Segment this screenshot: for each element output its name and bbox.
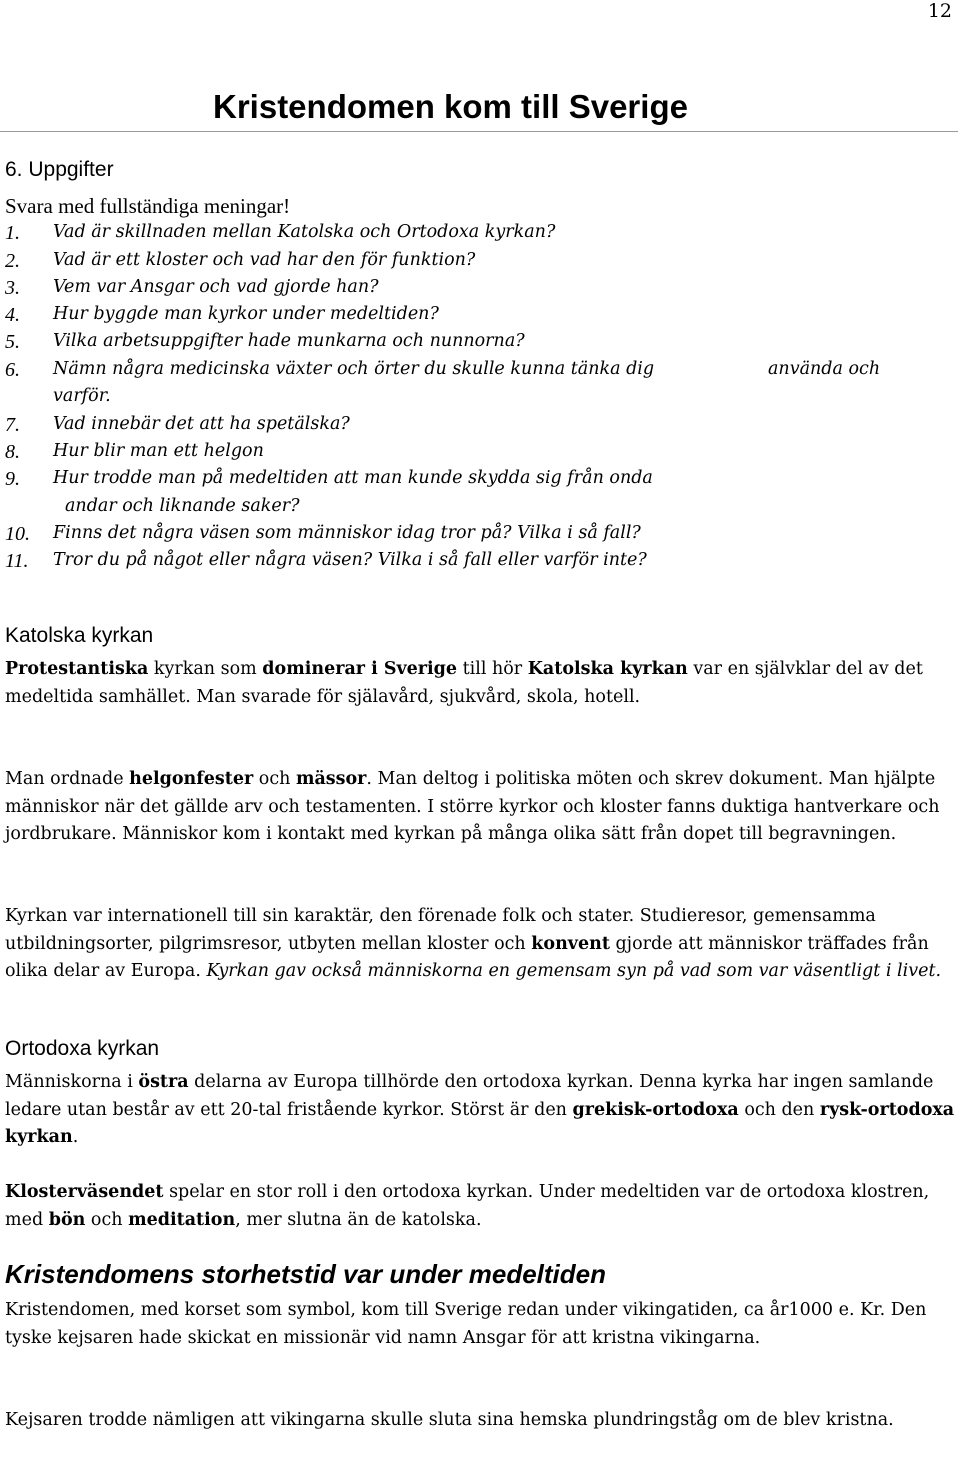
page-title: Kristendomen kom till Sverige <box>213 88 688 125</box>
question-text: Vad innebär det att ha spetälska? <box>53 414 350 434</box>
page-number: 12 <box>927 0 952 22</box>
question-number: 6. <box>5 359 20 381</box>
question-text: Vad är skillnaden mellan Katolska och Ortodoxa kyrkan? <box>53 222 556 242</box>
question-text: Tror du på något eller några väsen? Vilka i så fall eller varför inte? <box>53 550 647 570</box>
section-heading-storhetstid: Kristendomens storhetstid var under medeltiden <box>5 1259 607 1289</box>
bold-term: grekisk-ortodoxa <box>572 1099 739 1120</box>
question-text: Hur blir man ett helgon <box>53 441 264 461</box>
tasks-heading: 6. Uppgifter <box>5 158 114 181</box>
bold-term: dominerar i Sverige <box>262 659 458 679</box>
question-number: 3. <box>5 277 20 299</box>
paragraph: Kristendomen, med korset som symbol, kom till Sverige redan under vikingatiden, ca år1000 e. Kr. Den tyske kejsaren hade skickat en missionär vid namn Ansgar för att kristna vikingarna. <box>5 1300 927 1348</box>
bold-term: Protestantiska <box>5 659 149 679</box>
bold-term: östra <box>138 1072 189 1092</box>
bold-term: konvent <box>531 933 610 954</box>
paragraph: Kejsaren trodde nämligen att vikingarna skulle sluta sina hemska plundringståg om de blev kristna. <box>5 1410 894 1430</box>
bold-term: Katolska kyrkan <box>527 659 688 679</box>
question-text: Hur trodde man på medeltiden att man kunde skydda sig från onda <box>53 468 653 488</box>
question-text-continued: använda och <box>768 359 881 379</box>
paragraph: Kyrkan var internationell till sin karaktär, den förenade folk och stater. Studieresor, gemensamma utbildningsorter, pilgrimsresor, utbyten mellan kloster och konvent gjorde att människor träffades från olika delar av Europa. Kyrkan gav också människorna en gemensam syn på vad som var väsentligt i livet. <box>5 906 942 981</box>
question-number: 7. <box>5 414 20 436</box>
question-number: 4. <box>5 304 20 326</box>
question-number: 2. <box>5 250 20 272</box>
bold-term: helgonfester <box>129 769 254 789</box>
question-text: Vem var Ansgar och vad gjorde han? <box>53 277 379 297</box>
bold-term: meditation <box>128 1209 236 1230</box>
bold-term: mässor <box>295 769 367 789</box>
question-text: Finns det några väsen som människor idag tror på? Vilka i så fall? <box>53 523 641 543</box>
section-heading-katolska: Katolska kyrkan <box>5 624 154 647</box>
question-number: 9. <box>5 468 20 490</box>
tasks-intro: Svara med fullständiga meningar! <box>5 194 291 218</box>
question-text: Hur byggde man kyrkor under medeltiden? <box>53 304 439 324</box>
header-divider <box>0 131 958 132</box>
paragraph: Människorna i östra delarna av Europa tillhörde den ortodoxa kyrkan. Denna kyrka har ingen samlande ledare utan består av ett 20-tal fristående kyrkor. Störst är den grekisk-ortodoxa och den rysk-ortodoxa kyrkan. <box>5 1072 955 1147</box>
italic-text: Kyrkan gav också människorna en gemensam syn på vad som var väsentligt i livet. <box>206 961 942 981</box>
question-number: 10. <box>5 523 30 545</box>
question-number: 8. <box>5 441 20 463</box>
question-text: Nämn några medicinska växter och örter du skulle kunna tänka dig <box>53 359 655 379</box>
question-number: 11. <box>5 550 29 572</box>
bold-term: bön <box>48 1209 86 1230</box>
question-number: 5. <box>5 331 20 353</box>
paragraph: Man ordnade helgonfester och mässor. Man deltog i politiska möten och skrev dokument. Man hjälpte människor när det gällde arv och testamenten. I större kyrkor och kloster fanns duktiga hantverkare och jordbrukare. Människor kom i kontakt med kyrkan på många olika sätt från dopet till begravningen. <box>5 769 940 844</box>
paragraph: Klosterväsendet spelar en stor roll i den ortodoxa kyrkan. Under medeltiden var de ortodoxa klostren, med bön och meditation, mer slutna än de katolska. <box>5 1182 930 1230</box>
question-text-line2: andar och liknande saker? <box>65 496 300 516</box>
question-text-line2: varför. <box>53 386 111 406</box>
question-text: Vilka arbetsuppgifter hade munkarna och nunnorna? <box>53 331 525 351</box>
bold-term: rysk-ortodoxa kyrkan <box>5 1099 955 1147</box>
paragraph: Protestantiska kyrkan som dominerar i Sverige till hör Katolska kyrkan var en självklar del av det medeltida samhället. Man svarade för själavård, sjukvård, skola, hotell. <box>5 659 923 707</box>
question-number: 1. <box>5 222 20 244</box>
bold-term: Klosterväsendet <box>5 1182 164 1202</box>
question-text: Vad är ett kloster och vad har den för funktion? <box>53 250 476 270</box>
section-heading-ortodoxa: Ortodoxa kyrkan <box>5 1037 160 1060</box>
